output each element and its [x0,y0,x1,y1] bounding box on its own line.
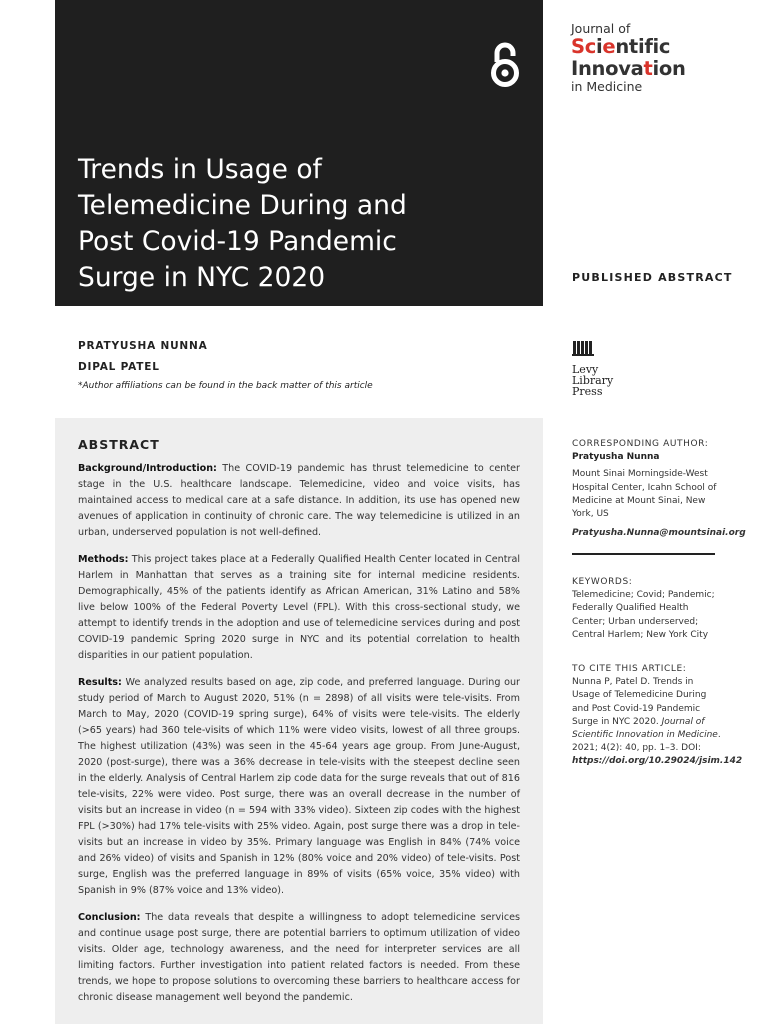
publisher-name [572,364,628,397]
abstract-section-methods [78,552,520,664]
journal-logo-line1: Journal of [571,21,631,36]
keywords-label: KEYWORDS: [572,577,633,587]
citation-text [572,676,743,768]
section-text: This project takes place at a Federally Qualified Health Center located in Central Harlem in Manhattan that serves as a training site for internal medicine residents. Demographically, 45% of the patients identify as African American, 31% Latino and 58% live below 100% of the Federal Poverty Level (FPL). With this cross-sectional study, we attempt to identify trends in the adoption and use of telemedicine services during and post COVID-19 pandemic Spring 2020 surge in NYC and its potential correlation to health disparities in our patient population. [78,554,520,661]
journal-logo-line3 [571,58,686,80]
title-line: Telemedicine During and [78,190,407,221]
abstract-heading: ABSTRACT [78,437,160,452]
keywords-list: Telemedicine; Covid; Pandemic; Federally Qualified Health Center; Urban underserved; Central Harlem; New York City [572,590,715,640]
journal-logo-text: ntific [615,35,671,58]
journal-logo-text: i [596,35,603,58]
section-label: Results: [78,677,122,688]
publisher-name-line: Press [572,385,603,398]
abstract-section-results [78,675,520,899]
article-title [78,152,528,296]
publisher-logo [572,340,628,397]
corresponding-author-block [572,438,746,540]
citation-authors-title: Nunna P, Patel D. Trends in Usage of Telemedicine During and Post Covid-19 Pandemic Surge in NYC 2020. [572,677,707,727]
section-label: Background/Introduction: [78,463,217,474]
journal-logo-line2 [571,36,686,58]
section-text: The COVID-19 pandemic has thrust telemedicine to center stage in the U.S. healthcare landscape. Telemedicine, video and voice visits, has maintained access to medical care at a safe distance. In addition, its use has opened new avenues of application in continuity of chronic care. The way telemedicine is utilized in an urban, underserved population is not well-defined. [78,463,520,538]
abstract-body [78,461,520,1017]
title-line: Post Covid-19 Pandemic [78,226,397,257]
journal-logo-text: ion [652,57,686,80]
journal-logo [571,22,686,94]
author-name: DIPAL PATEL [78,361,160,373]
abstract-section-conclusion [78,910,520,1006]
title-line: Surge in NYC 2020 [78,262,326,293]
citation-journal: Journal of Scientific Innovation in Medicine [572,716,718,741]
journal-logo-line4: in Medicine [571,79,643,94]
section-text: We analyzed results based on age, zip code, and preferred language. During our study period of March to August 2020, 51% (n = 2898) of all visits were tele-visits. From March to May, 2020 (COVID-19 spring surge), 64% of visits were tele-visits. The elderly (>65 years) had 360 tele-visits of which 11% were video visits, lowest of all three groups. The highest utilization (43%) was seen in the 45-64 years age group. From June-August, 2020 (post-surge), there was a 36% decrease in tele-visits with the steepest decline seen in the elderly. Analysis of Central Harlem zip code data for the surge reveals that out of 816 tele-visits, 22% were video. Post surge, there was an overall decrease in the number of visits but an increase in video (n = 594 with 33% video). Sixteen zip codes with the highest FPL (>30%) had 17% tele-visits with 25% video. Again, post surge there was a drop in tele-visits but an increase in video by 35%. Primary language was English in 84% (74% voice and 26% video) of visits and Spanish in 12% (80% voice and 20% video) of tele-visits. Post surge, English was the preferred language in 89% of visits (65% voice, 35% video) with Spanish in 9% (87% voice and 13% video). [78,677,520,896]
abstract-section-background [78,461,520,541]
corresponding-author-affiliation: Mount Sinai Morningside-West Hospital Center, Icahn School of Medicine at Mount Sinai, New York, US [572,469,717,520]
title-line: Trends in Usage of [78,154,322,185]
corresponding-author-name: Pratyusha Nunna [572,452,660,463]
book-icon [572,340,596,356]
published-abstract-label: PUBLISHED ABSTRACT [572,271,733,284]
citation-doi-link[interactable]: https://doi.org/10.29024/jsim.142 [572,756,743,767]
keywords-block [572,576,722,642]
section-text: The data reveals that despite a willingness to adopt telemedicine services and continue usage post surge, there are potential barriers to optimum utilization of video visits. Older age, technology awareness, and the need for interpreter services are all limiting factors. Further investigation into patient related factors is needed. From these trends, we hope to propose solutions to overcoming these barriers to healthcare access for chronic disease management well beyond the pandemic. [78,912,520,1003]
citation-block [572,663,743,769]
affiliation-note: *Author affiliations can be found in the back matter of this article [78,381,373,391]
citation-label: TO CITE THIS ARTICLE: [572,664,687,674]
corresponding-author-label: CORRESPONDING AUTHOR: [572,439,709,449]
journal-logo-accent: Sc [571,35,597,58]
publisher-name-line: Library [572,374,614,387]
open-access-icon [488,42,522,88]
corresponding-author-email[interactable]: Pratyusha.Nunna@mountsinai.org [572,528,746,539]
journal-logo-accent: t [643,57,653,80]
author-list [78,336,208,378]
journal-logo-accent: e [602,35,616,58]
section-label: Conclusion: [78,912,141,923]
journal-logo-text: Innova [571,57,644,80]
section-divider [572,553,715,555]
citation-details: . 2021; 4(2): 40, pp. 1–3. DOI: [572,730,721,754]
publisher-name-line: Levy [572,363,599,376]
section-label: Methods: [78,554,129,565]
author-name: PRATYUSHA NUNNA [78,340,208,352]
